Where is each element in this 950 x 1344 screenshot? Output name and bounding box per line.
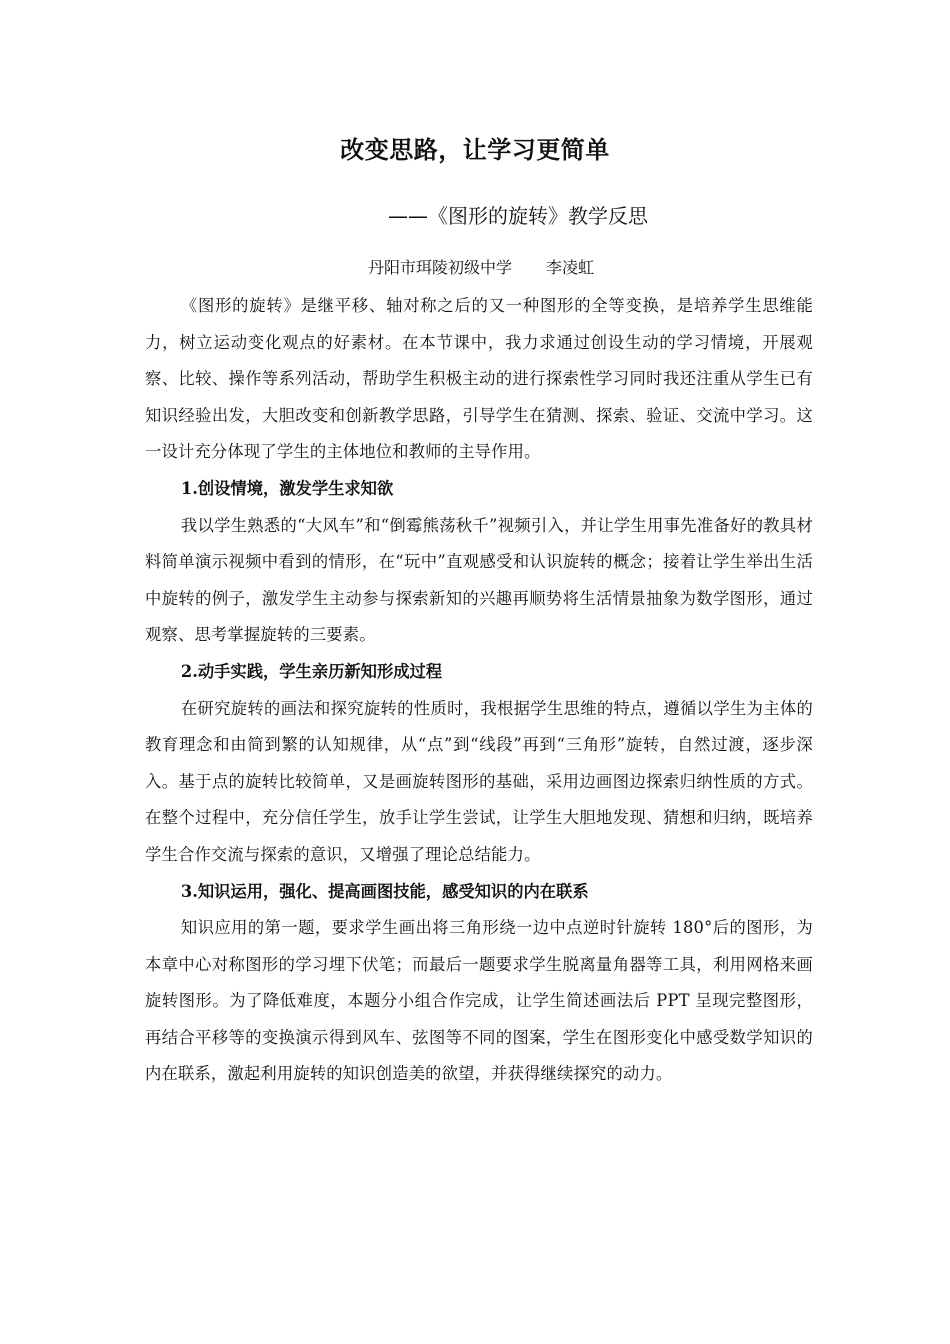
section-heading-2: 2.动手实践，学生亲历新知形成过程 [180, 661, 443, 681]
author-school: 丹阳市珥陵初级中学 [368, 258, 513, 277]
section-paragraph-3: 知识应用的第一题，要求学生画出将三角形绕一边中点逆时针旋转 180°后的图形，为本章中心对称图形的学习埋下伏笔；而最后一题要求学生脱离量角器等工具，利用网格来画旋转图形。为了降低难度，本题分小组合作完成，让学生简述画法后 PPT 呈现完整图形，再结合平移等的变换演示得到风车、弦图等不同的图案，学生在图形变化中感受数学知识的内在联系，激起利用旋转的知识创造美的欲望，并获得继续探究的动力。 [145, 918, 813, 1084]
document-title: 改变思路，让学习更简单 [340, 136, 610, 164]
section-heading-3: 3.知识运用，强化、提高画图技能，感受知识的内在联系 [180, 881, 589, 901]
document-body [145, 288, 813, 1093]
author-line [368, 255, 594, 281]
section-paragraph-1: 我以学生熟悉的“大风车”和“倒霉熊荡秋千”视频引入，并让学生用事先准备好的教具材料简单演示视频中看到的情形，在“玩中”直观感受和认识旋转的概念；接着让学生举出生活中旋转的例子，激发学生主动参与探索新知的兴趣再顺势将生活情景抽象为数学图形，通过观察、思考掌握旋转的三要素。 [145, 515, 813, 645]
author-name: 李凌虹 [546, 258, 595, 277]
section-heading-1: 1.创设情境，激发学生求知欲 [180, 478, 394, 498]
section-paragraph-2: 在研究旋转的画法和探究旋转的性质时，我根据学生思维的特点，遵循以学生为主体的教育理念和由简到繁的认知规律，从“点”到“线段”再到“三角形”旋转，自然过渡，逐步深入。基于点的旋转比较简单，又是画旋转图形的基础，采用边画图边探索归纳性质的方式。在整个过程中，充分信任学生，放手让学生尝试，让学生大胆地发现、猜想和归纳，既培养学生合作交流与探索的意识，又增强了理论总结能力。 [145, 698, 813, 864]
intro-paragraph: 《图形的旋转》是继平移、轴对称之后的又一种图形的全等变换，是培养学生思维能力，树立运动变化观点的好素材。在本节课中，我力求通过创设生动的学习情境，开展观察、比较、操作等系列活动，帮助学生积极主动的进行探索性学习同时我还注重从学生已有知识经验出发，大胆改变和创新教学思路，引导学生在猜测、探索、验证、交流中学习。这一设计充分体现了学生的主体地位和教师的主导作用。 [145, 296, 813, 462]
document-subtitle: ——《图形的旋转》教学反思 [388, 204, 648, 228]
